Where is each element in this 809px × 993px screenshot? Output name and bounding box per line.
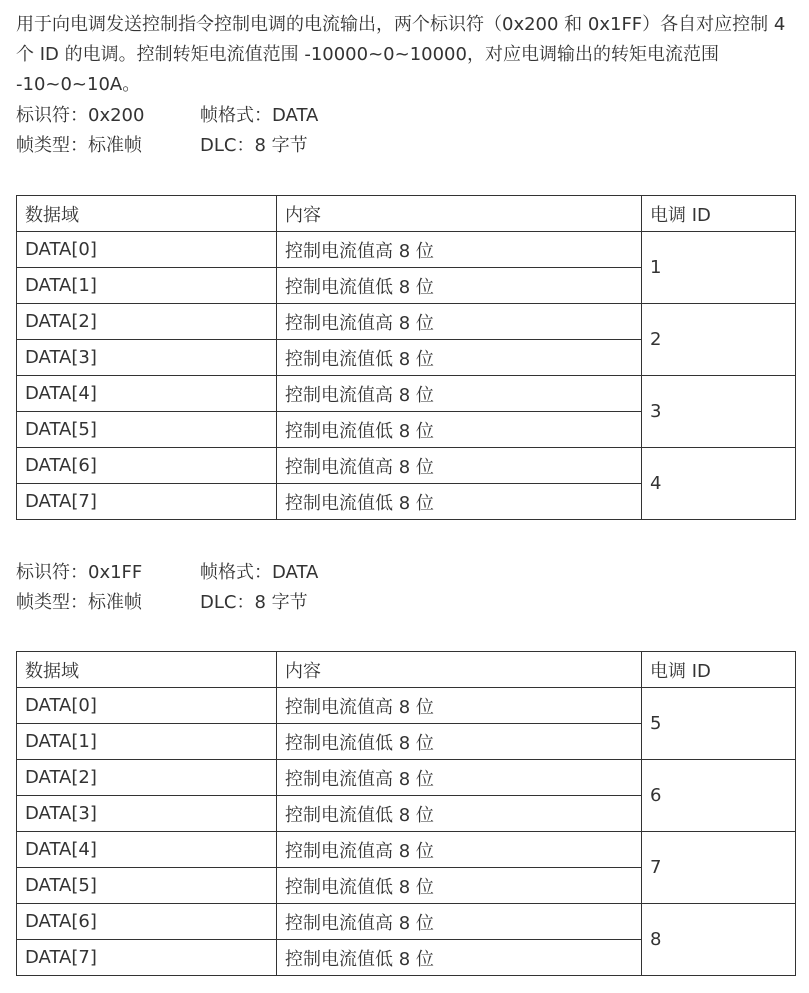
table-row bbox=[17, 688, 796, 724]
field-cell: DATA[1] bbox=[17, 268, 277, 304]
frame-table-0x1ff bbox=[16, 651, 796, 976]
table-row bbox=[17, 304, 796, 340]
content-cell: 控制电流值低 8 位 bbox=[277, 268, 642, 304]
esc-id-cell: 5 bbox=[642, 688, 796, 760]
field-cell: DATA[2] bbox=[17, 760, 277, 796]
header-content: 内容 bbox=[277, 196, 642, 232]
table-row bbox=[17, 832, 796, 868]
content-cell: 控制电流值低 8 位 bbox=[277, 724, 642, 760]
frame-table-0x200 bbox=[16, 195, 796, 520]
content-cell: 控制电流值低 8 位 bbox=[277, 340, 642, 376]
content-cell: 控制电流值高 8 位 bbox=[277, 904, 642, 940]
content-cell: 控制电流值低 8 位 bbox=[277, 412, 642, 448]
dlc-label: DLC：8 字节 bbox=[200, 592, 308, 613]
field-cell: DATA[7] bbox=[17, 940, 277, 976]
header-content: 内容 bbox=[277, 652, 642, 688]
field-cell: DATA[5] bbox=[17, 868, 277, 904]
field-cell: DATA[1] bbox=[17, 724, 277, 760]
dlc-label: DLC：8 字节 bbox=[200, 135, 308, 156]
table-row bbox=[17, 448, 796, 484]
content-cell: 控制电流值高 8 位 bbox=[277, 760, 642, 796]
esc-id-cell: 2 bbox=[642, 304, 796, 376]
field-cell: DATA[0] bbox=[17, 232, 277, 268]
field-cell: DATA[6] bbox=[17, 904, 277, 940]
table-header-row bbox=[17, 652, 796, 688]
content-cell: 控制电流值低 8 位 bbox=[277, 484, 642, 520]
field-cell: DATA[3] bbox=[17, 796, 277, 832]
esc-id-cell: 1 bbox=[642, 232, 796, 304]
field-cell: DATA[2] bbox=[17, 304, 277, 340]
frame-format-label: 帧格式：DATA bbox=[200, 562, 319, 583]
content-cell: 控制电流值高 8 位 bbox=[277, 832, 642, 868]
header-esc-id: 电调 ID bbox=[642, 196, 796, 232]
frame-type-label: 帧类型：标准帧 bbox=[16, 592, 142, 613]
esc-id-cell: 8 bbox=[642, 904, 796, 976]
intro-paragraph: 用于向电调发送控制指令控制电调的电流输出，两个标识符（0x200 和 0x1FF）各自对应控制 4 个 ID 的电调。控制转矩电流值范围 -10000~0~10000，对应电调输出的转矩电流范围 -10~0~10A。 bbox=[16, 14, 786, 95]
table-row bbox=[17, 376, 796, 412]
content-cell: 控制电流值低 8 位 bbox=[277, 940, 642, 976]
esc-id-cell: 4 bbox=[642, 448, 796, 520]
content-cell: 控制电流值低 8 位 bbox=[277, 796, 642, 832]
esc-id-cell: 6 bbox=[642, 760, 796, 832]
content-cell: 控制电流值高 8 位 bbox=[277, 304, 642, 340]
esc-id-cell: 3 bbox=[642, 376, 796, 448]
table-row bbox=[17, 904, 796, 940]
esc-id-cell: 7 bbox=[642, 832, 796, 904]
header-field: 数据域 bbox=[17, 652, 277, 688]
content-cell: 控制电流值高 8 位 bbox=[277, 376, 642, 412]
section-1-meta-row-1 bbox=[16, 101, 318, 131]
section-2-meta-row-2 bbox=[16, 588, 308, 618]
field-cell: DATA[7] bbox=[17, 484, 277, 520]
section-1-meta-row-2 bbox=[16, 131, 308, 161]
frame-format-label: 帧格式：DATA bbox=[200, 105, 319, 126]
section-2-meta-row-1 bbox=[16, 558, 318, 588]
header-field: 数据域 bbox=[17, 196, 277, 232]
frame-type-label: 帧类型：标准帧 bbox=[16, 135, 142, 156]
content-cell: 控制电流值高 8 位 bbox=[277, 448, 642, 484]
content-cell: 控制电流值高 8 位 bbox=[277, 232, 642, 268]
table-row bbox=[17, 232, 796, 268]
field-cell: DATA[3] bbox=[17, 340, 277, 376]
field-cell: DATA[5] bbox=[17, 412, 277, 448]
field-cell: DATA[4] bbox=[17, 832, 277, 868]
content-cell: 控制电流值高 8 位 bbox=[277, 688, 642, 724]
field-cell: DATA[6] bbox=[17, 448, 277, 484]
content-cell: 控制电流值低 8 位 bbox=[277, 868, 642, 904]
identifier-label: 标识符：0x1FF bbox=[16, 562, 143, 583]
field-cell: DATA[4] bbox=[17, 376, 277, 412]
header-esc-id: 电调 ID bbox=[642, 652, 796, 688]
table-row bbox=[17, 760, 796, 796]
table-header-row bbox=[17, 196, 796, 232]
identifier-label: 标识符：0x200 bbox=[16, 105, 145, 126]
field-cell: DATA[0] bbox=[17, 688, 277, 724]
